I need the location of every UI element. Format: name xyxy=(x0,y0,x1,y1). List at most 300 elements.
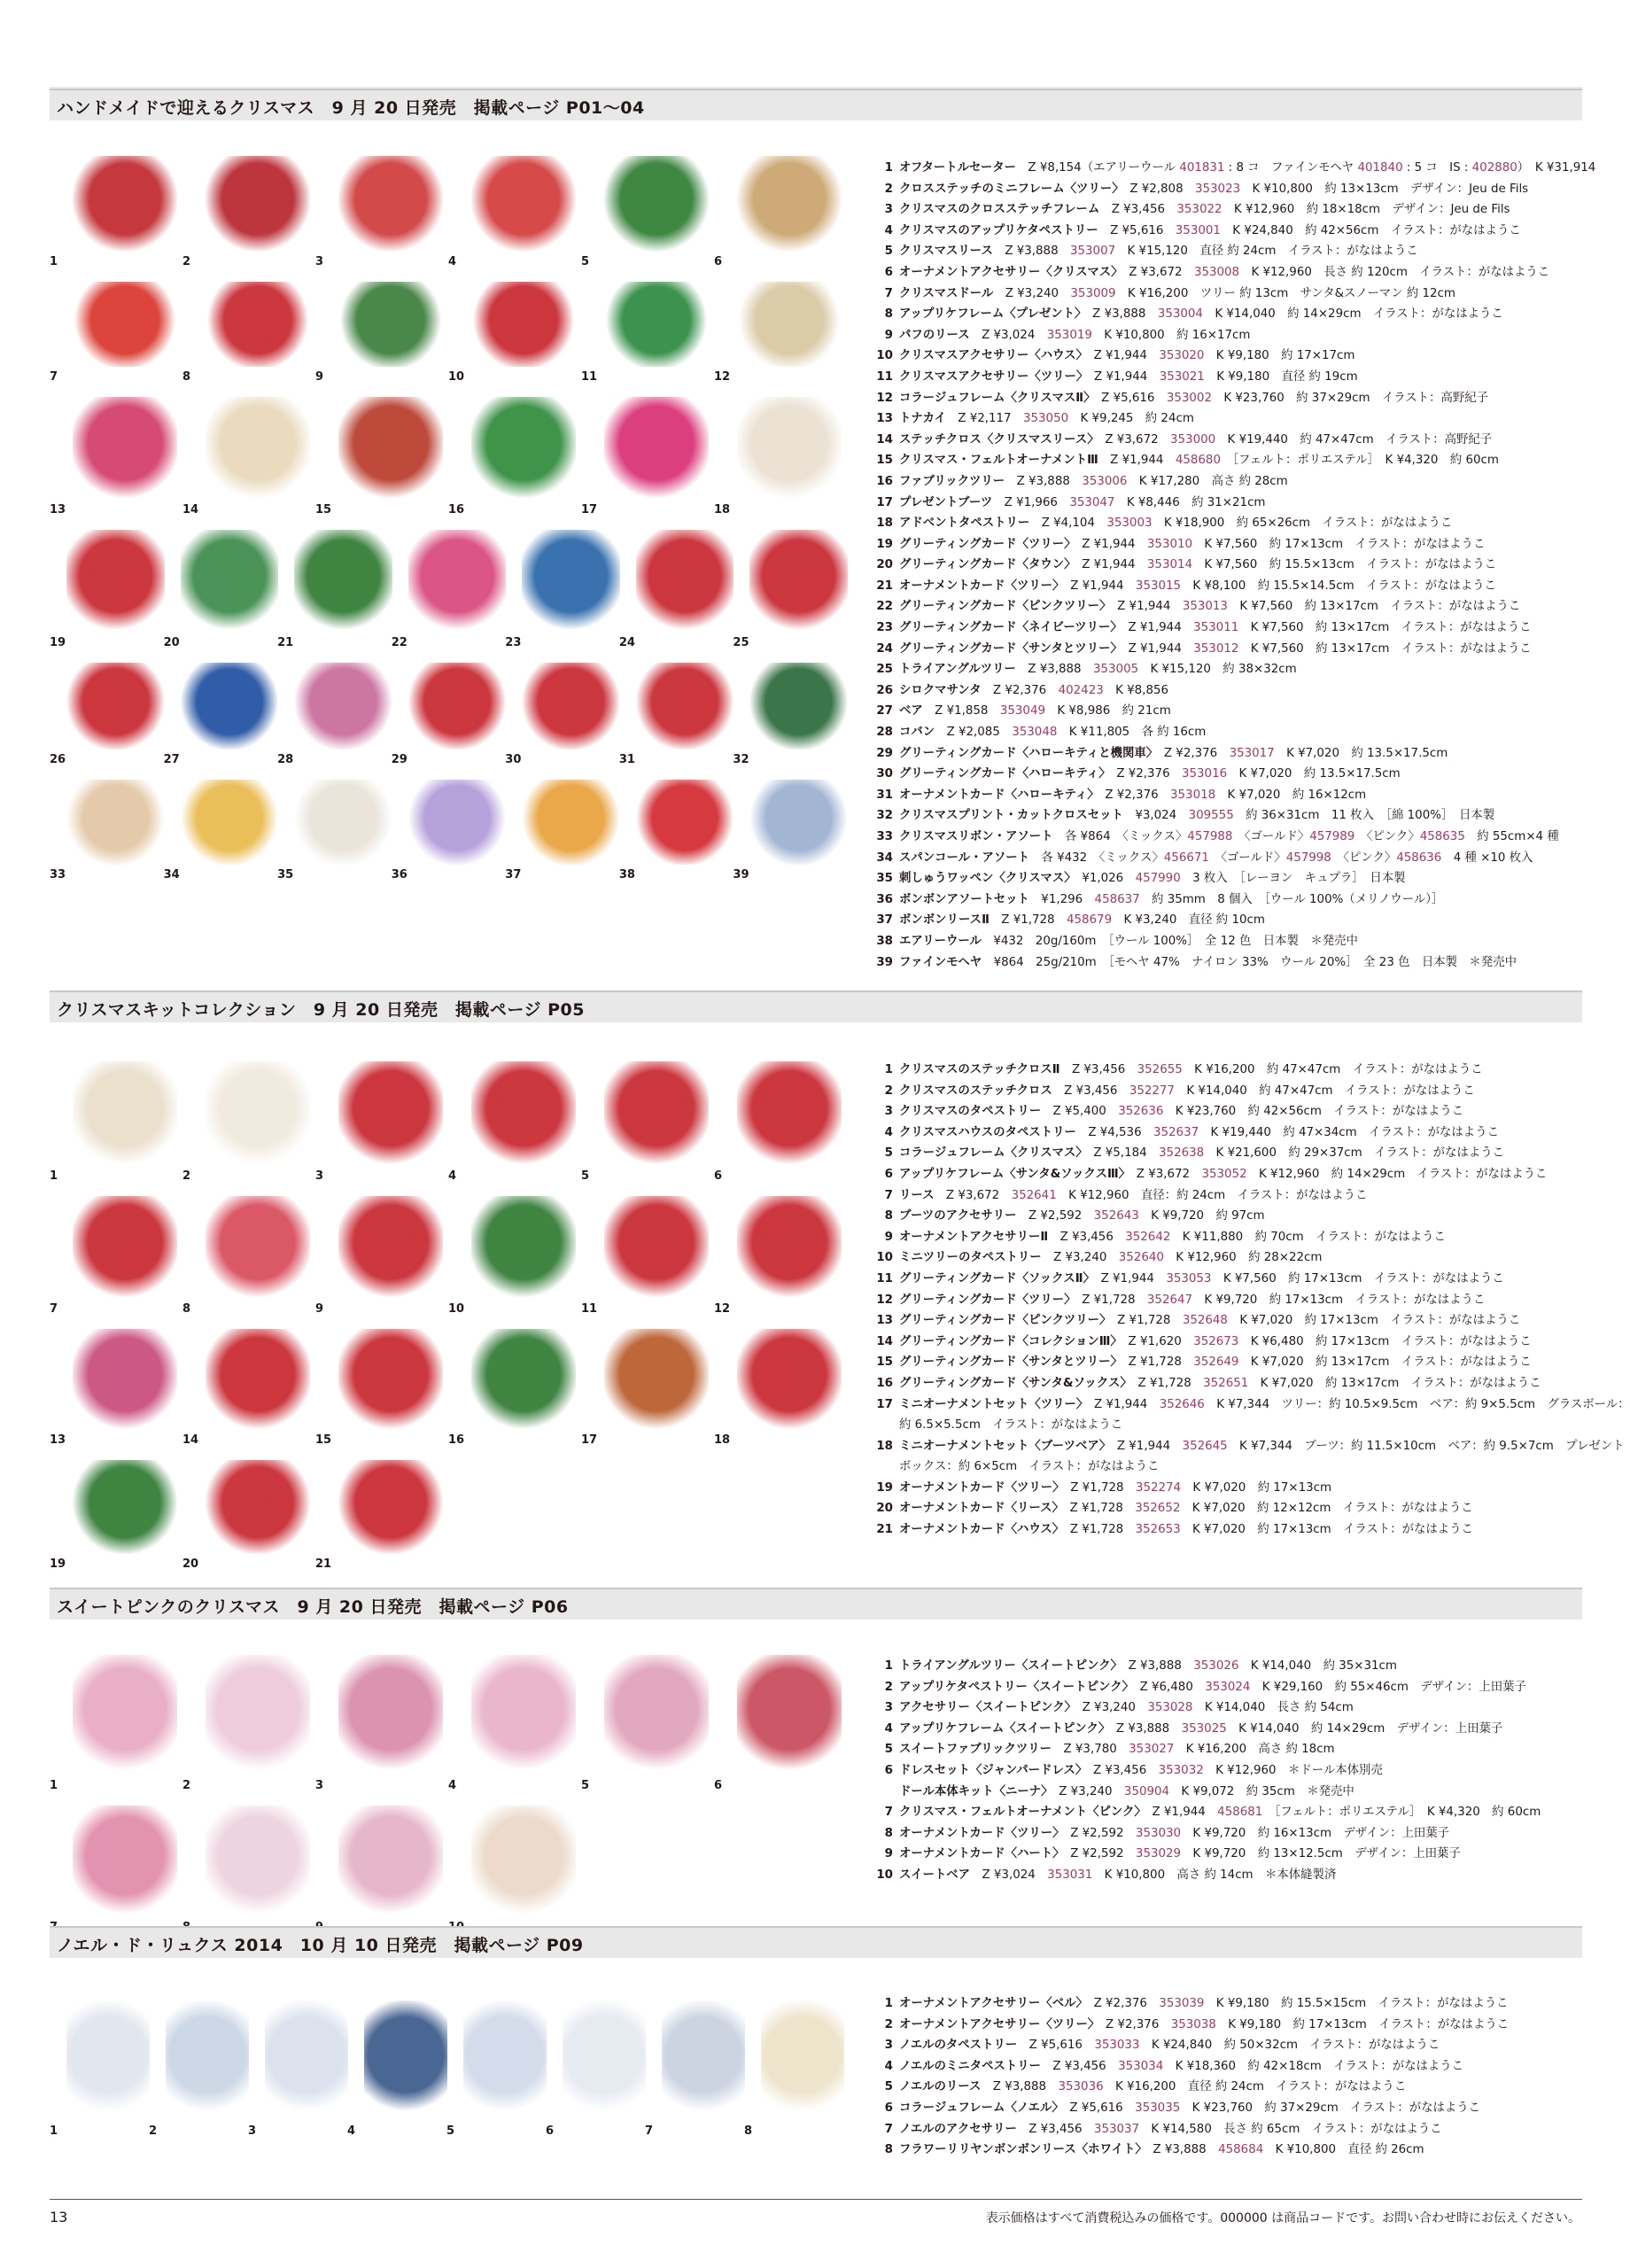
item-details: Z ¥4,104 353003 K ¥18,900 約 65×26cm イラスト：がなはようこ xyxy=(1041,517,1453,531)
product-image xyxy=(737,397,842,500)
item-number: 17 xyxy=(876,1397,893,1411)
list-item xyxy=(873,1227,1582,1248)
item-details: Z ¥1,620 352673 K ¥6,480 約 17×13cm イラスト：がなはようこ xyxy=(1128,1334,1532,1348)
product-photo xyxy=(164,774,278,889)
photo-number: 13 xyxy=(50,1433,66,1447)
list-item xyxy=(873,931,1582,952)
item-name: クロスステッチのミニフレーム〈ツリー〉 xyxy=(899,182,1118,196)
item-name: ステッチクロス〈クリスマスリース〉 xyxy=(899,432,1093,447)
product-code: 353029 xyxy=(1135,1847,1182,1861)
product-image xyxy=(471,1655,576,1775)
item-details: Z ¥3,672 352641 K ¥12,960 直径：約 24cm イラスト：がなはようこ xyxy=(945,1188,1368,1202)
item-name: ドレスセット〈ジャンパードレス〉 xyxy=(899,1763,1082,1777)
item-details: Z ¥3,456 352655 K ¥16,200 約 47×47cm イラスト：がなはようこ xyxy=(1071,1063,1483,1076)
product-image xyxy=(206,1460,310,1554)
product-code: 353049 xyxy=(999,704,1045,718)
product-code: 353028 xyxy=(1147,1701,1193,1715)
photo-number: 30 xyxy=(505,753,522,766)
product-code: 353053 xyxy=(1166,1271,1212,1285)
list-item xyxy=(873,1060,1582,1081)
item-number: 12 xyxy=(876,391,893,405)
product-image xyxy=(338,1806,443,1917)
section-title: ハンドメイドで迎えるクリスマス 9 月 20 日発売 掲載ページ P01〜04 xyxy=(57,98,645,118)
item-name: アップリケフレーム〈スイートピンク〉 xyxy=(899,1721,1105,1736)
product-code: 353047 xyxy=(1069,495,1115,509)
item-number: 15 xyxy=(876,454,893,468)
section-title: ノエル・ド・リュクス 2014 10 月 10 日発売 掲載ページ P09 xyxy=(57,1936,584,1955)
item-number: 5 xyxy=(884,245,893,259)
list-item xyxy=(873,471,1582,493)
product-list xyxy=(873,158,1596,973)
product-photo xyxy=(277,657,392,774)
product-photo xyxy=(182,1455,315,1579)
product-code: 352642 xyxy=(1125,1230,1171,1244)
item-number: 7 xyxy=(884,1188,893,1202)
product-image xyxy=(206,1196,310,1299)
photo-number: 24 xyxy=(618,636,635,649)
product-image xyxy=(463,2000,547,2121)
item-details: Z ¥1,944 458681 ［フェルト：ポリエステル］ K ¥4,320 約 60cm xyxy=(1152,1806,1541,1820)
photo-number: 1 xyxy=(50,2124,58,2138)
product-code: 353022 xyxy=(1176,203,1222,217)
item-name: ノエルのタペストリー xyxy=(899,2039,1018,2053)
product-photo xyxy=(50,774,164,889)
item-number: 15 xyxy=(876,1355,893,1370)
product-code: 353021 xyxy=(1159,369,1205,384)
photo-number: 4 xyxy=(448,1169,457,1183)
product-code: 353010 xyxy=(1146,537,1193,551)
item-number: 2 xyxy=(884,1680,893,1694)
item-details: 約 6.5×5.5cm イラスト：がなはようこ xyxy=(899,1418,1123,1433)
list-item xyxy=(873,450,1582,471)
item-number: 36 xyxy=(876,892,893,906)
product-photo xyxy=(347,1995,446,2146)
item-details: Z ¥2,376 402423 K ¥8,856 xyxy=(992,683,1169,697)
item-details: Z ¥1,944 352645 K ¥7,344 ブーツ：約 11.5×10cm ベア：約 9.5×7cm プレゼント xyxy=(1116,1439,1625,1453)
item-details: Z ¥1,728 352653 K ¥7,020 約 17×13cm イラスト：がなはようこ xyxy=(1069,1523,1473,1537)
list-item xyxy=(873,1719,1582,1740)
product-image xyxy=(364,2000,447,2121)
product-image xyxy=(749,780,848,865)
item-name: クリスマス・フェルトオーナメントⅢ xyxy=(899,454,1098,468)
product-image xyxy=(471,1061,576,1166)
product-photo xyxy=(182,1650,315,1800)
product-image xyxy=(604,1061,709,1166)
photo-number: 34 xyxy=(163,868,180,882)
item-number: 2 xyxy=(884,2017,893,2031)
product-image xyxy=(73,397,177,500)
item-details: Z ¥3,888 353036 K ¥16,200 直径 約 24cm イラスト：がなはようこ xyxy=(992,2080,1407,2094)
photo-number: 11 xyxy=(581,370,598,384)
product-code: 352646 xyxy=(1159,1397,1205,1411)
product-photo xyxy=(448,1056,581,1191)
item-number: 28 xyxy=(876,726,893,740)
photo-number: 29 xyxy=(391,753,408,766)
item-number: 3 xyxy=(884,1701,893,1715)
list-item xyxy=(873,1802,1582,1823)
photo-number: 38 xyxy=(618,868,635,882)
photo-number: 7 xyxy=(645,2124,654,2138)
list-item xyxy=(873,1415,1582,1436)
item-name: オーナメントカード〈ハート〉 xyxy=(899,1847,1059,1861)
item-details: Z ¥2,376 353038 K ¥9,180 約 17×13cm イラスト：がなはようこ xyxy=(1106,2017,1510,2031)
product-photo xyxy=(315,1191,448,1324)
item-number: 2 xyxy=(884,182,893,196)
item-details: Z ¥6,480 353024 K ¥29,160 約 55×46cm デザイン：上田葉子 xyxy=(1139,1680,1526,1694)
item-number: 33 xyxy=(876,830,893,843)
item-number: 14 xyxy=(876,432,893,447)
product-image xyxy=(294,663,392,750)
product-code: 353014 xyxy=(1146,558,1193,572)
product-image xyxy=(166,2000,249,2121)
list-item xyxy=(873,1310,1582,1332)
product-photo xyxy=(50,1056,182,1191)
item-name: ボンボンアソートセット xyxy=(899,892,1029,906)
product-image xyxy=(66,780,165,865)
item-details: Z ¥3,888 353006 K ¥17,280 高さ 約 28cm xyxy=(1016,474,1288,488)
product-image xyxy=(206,397,310,500)
item-name: オーナメントアクセサリー〈ツリー〉 xyxy=(899,2017,1094,2031)
item-details: Z ¥5,616 353001 K ¥24,840 約 42×56cm イラスト：がなはようこ xyxy=(1110,223,1521,237)
photo-number: 19 xyxy=(50,636,66,649)
item-number: 20 xyxy=(876,558,893,572)
product-image xyxy=(206,282,310,367)
product-code: 353037 xyxy=(1093,2122,1140,2136)
product-code: 309555 xyxy=(1188,809,1234,823)
product-code: 353038 xyxy=(1170,2017,1216,2031)
photo-number: 25 xyxy=(733,636,749,649)
product-photo xyxy=(182,1191,315,1324)
product-image xyxy=(338,156,443,252)
product-image xyxy=(471,1196,576,1299)
item-number: 7 xyxy=(884,2122,893,2136)
item-details: Z ¥3,672 353000 K ¥19,440 約 47×47cm イラスト：高野紀子 xyxy=(1105,432,1493,447)
product-image xyxy=(737,156,842,252)
item-name: グリーティングカード〈ツリー〉 xyxy=(899,1293,1070,1307)
product-image xyxy=(636,530,734,633)
item-number: 9 xyxy=(884,328,893,342)
product-photo xyxy=(277,524,392,657)
product-photo xyxy=(182,151,315,276)
list-item xyxy=(873,722,1582,743)
list-item xyxy=(873,1760,1582,1782)
item-number: 13 xyxy=(876,412,893,426)
photo-number: 13 xyxy=(50,503,66,517)
product-image xyxy=(604,397,709,500)
item-name: ファブリックツリー xyxy=(899,474,1005,488)
product-photo xyxy=(182,1056,315,1191)
product-photo xyxy=(733,524,847,657)
product-photo xyxy=(248,1995,347,2146)
item-name: クリスマスリース xyxy=(899,245,993,259)
list-item xyxy=(873,2015,1582,2036)
item-number: 12 xyxy=(876,1293,893,1307)
item-details: Z ¥1,728 458679 K ¥3,240 直径 約 10cm xyxy=(1001,913,1265,928)
product-image xyxy=(471,1806,576,1917)
product-photo xyxy=(182,276,315,392)
list-item xyxy=(873,1823,1582,1845)
section-title: スイートピンクのクリスマス 9 月 20 日発売 掲載ページ P06 xyxy=(57,1597,569,1617)
list-item xyxy=(873,513,1582,534)
photo-number: 35 xyxy=(277,868,294,882)
item-number: 3 xyxy=(884,1105,893,1119)
item-number: 21 xyxy=(876,1523,893,1537)
list-item xyxy=(873,346,1582,367)
item-details: Z ¥8,154（エアリーウール 401831 : 8 コ ファインモヘヤ 401840 : 5 コ IS : 402880） K ¥31,914 xyxy=(1028,161,1596,175)
item-name: トライアングルツリー xyxy=(899,663,1016,677)
item-details: Z ¥3,456 353032 K ¥12,960 ＊ドール本体別売 xyxy=(1092,1763,1383,1777)
photo-number: 3 xyxy=(315,255,324,268)
item-number: 38 xyxy=(876,934,893,948)
product-code: 352653 xyxy=(1135,1523,1181,1537)
photo-number: 7 xyxy=(50,1302,58,1316)
product-image xyxy=(206,1061,310,1166)
item-name: グリーティングカード〈ハローキティ〉 xyxy=(899,767,1105,781)
item-name: シロクマサンタ xyxy=(899,683,982,697)
product-code: 353012 xyxy=(1193,641,1239,656)
product-image xyxy=(522,663,620,750)
item-number: 5 xyxy=(884,1146,893,1161)
item-details: Z ¥2,808 353023 K ¥10,800 約 13×13cm デザイン：Jeu de Fils xyxy=(1129,182,1529,196)
item-name: プレゼントブーツ xyxy=(899,495,993,509)
item-name: スイートベア xyxy=(899,1868,971,1882)
product-code: 457989 xyxy=(1309,830,1355,843)
photo-number: 2 xyxy=(149,2124,158,2138)
photo-number: 6 xyxy=(714,255,723,268)
list-item xyxy=(873,1739,1582,1760)
product-photo xyxy=(315,392,448,524)
section-header xyxy=(50,1588,1582,1619)
item-details: Z ¥5,616 353002 K ¥23,760 約 37×29cm イラスト：高野紀子 xyxy=(1101,391,1489,405)
product-code: 353018 xyxy=(1170,788,1216,802)
product-image xyxy=(66,663,165,750)
product-code: 353013 xyxy=(1182,600,1228,614)
product-image xyxy=(761,2000,844,2121)
item-number: 22 xyxy=(876,600,893,614)
photo-number: 10 xyxy=(448,1302,465,1316)
item-name: コラージュフレーム〈クリスマスⅡ〉 xyxy=(899,391,1090,405)
item-details: Z ¥1,944 352646 K ¥7,344 ツリー：約 10.5×9.5cm ベア：約 9×5.5cm グラスボール： xyxy=(1094,1397,1630,1411)
product-code: 353032 xyxy=(1158,1763,1204,1777)
product-photo xyxy=(581,151,714,276)
product-photo xyxy=(50,657,164,774)
product-photo xyxy=(714,1324,847,1455)
product-image xyxy=(206,1329,310,1430)
list-item xyxy=(873,221,1582,242)
item-details: Z ¥2,592 353029 K ¥9,720 約 13×12.5cm デザイン：上田葉子 xyxy=(1070,1847,1461,1861)
item-name: アクセサリー〈スイートピンク〉 xyxy=(899,1701,1071,1715)
item-name: クリスマスドール xyxy=(899,286,994,300)
photo-number: 8 xyxy=(182,1302,191,1316)
product-image xyxy=(737,1329,842,1430)
photo-number: 3 xyxy=(248,2124,257,2138)
list-item xyxy=(873,199,1582,221)
product-photo xyxy=(448,1191,581,1324)
product-list xyxy=(873,1656,1582,1886)
photo-number: 23 xyxy=(505,636,522,649)
photo-number: 16 xyxy=(448,503,465,517)
photo-number: 14 xyxy=(182,503,199,517)
item-name: クリスマスのステッチクロス xyxy=(899,1084,1052,1098)
item-number: 32 xyxy=(876,809,893,823)
product-code: 402880 xyxy=(1471,161,1517,175)
item-number: 10 xyxy=(876,1868,893,1882)
photo-number: 16 xyxy=(448,1433,465,1447)
photo-number: 15 xyxy=(315,1433,332,1447)
list-item xyxy=(873,408,1582,430)
list-item xyxy=(873,659,1582,680)
item-details: Z ¥1,728 352651 K ¥7,020 約 13×17cm イラスト：がなはようこ xyxy=(1137,1376,1541,1390)
product-list xyxy=(873,1993,1582,2161)
item-details: Z ¥1,728 352649 K ¥7,020 約 13×17cm イラスト：がなはようこ xyxy=(1128,1355,1532,1370)
list-item xyxy=(873,868,1582,889)
list-item xyxy=(873,1352,1582,1373)
item-number: 8 xyxy=(884,307,893,322)
item-details: Z ¥2,592 353030 K ¥9,720 約 16×13cm デザイン：上田葉子 xyxy=(1070,1826,1450,1840)
item-details: ¥1,296 458637 約 35mm 8 個入 ［ウール 100%（メリノウール）］ xyxy=(1041,892,1444,906)
item-details: ¥3,024 309555 約 36×31cm 11 枚入 ［綿 100%］ 日本製 xyxy=(1135,809,1495,823)
list-item xyxy=(873,596,1582,617)
product-photo xyxy=(581,276,714,392)
product-photo xyxy=(50,276,182,392)
product-code: 458635 xyxy=(1419,830,1465,843)
list-item xyxy=(873,889,1582,911)
list-item xyxy=(873,952,1582,974)
product-image xyxy=(294,780,392,865)
product-photo xyxy=(619,657,734,774)
product-image xyxy=(604,1655,709,1775)
item-name: クリスマスリボン・アソート xyxy=(899,830,1053,843)
item-number: 1 xyxy=(884,1063,893,1076)
product-code: 353036 xyxy=(1058,2080,1104,2094)
item-name: オーナメントカード〈ハローキティ〉 xyxy=(899,788,1093,802)
product-image xyxy=(181,780,279,865)
item-name: スイートファブリックツリー xyxy=(899,1743,1052,1757)
photo-number: 18 xyxy=(714,1433,731,1447)
item-name: ベア xyxy=(899,704,923,718)
item-name: エアリーウール xyxy=(899,934,982,948)
product-photo xyxy=(315,1800,448,1942)
product-code: 350904 xyxy=(1123,1784,1170,1798)
item-details: Z ¥3,240 352640 K ¥12,960 約 28×22cm xyxy=(1053,1251,1323,1265)
item-details: Z ¥5,616 353035 K ¥23,760 約 37×29cm イラスト：がなはようこ xyxy=(1069,2101,1481,2115)
product-photo xyxy=(392,774,506,889)
list-item xyxy=(873,1122,1582,1144)
photo-number: 8 xyxy=(744,2124,753,2138)
product-code: 352651 xyxy=(1203,1376,1249,1390)
product-code: 352277 xyxy=(1129,1084,1175,1098)
list-item xyxy=(873,1143,1582,1164)
product-photo xyxy=(619,524,734,657)
product-code: 352645 xyxy=(1182,1439,1228,1453)
product-code: 458684 xyxy=(1218,2143,1264,2157)
item-name: ドール本体キット〈ニーナ〉 xyxy=(899,1784,1047,1798)
product-photo xyxy=(714,392,847,524)
product-image xyxy=(338,1061,443,1166)
footer-divider xyxy=(50,2199,1582,2200)
item-name: コバン xyxy=(899,726,935,740)
product-image xyxy=(73,1196,177,1299)
product-code: 353020 xyxy=(1159,349,1205,363)
product-image xyxy=(66,530,165,633)
product-code: 353009 xyxy=(1070,286,1116,300)
item-name: オーナメントカード〈ツリー〉 xyxy=(899,1826,1059,1840)
product-code: 402423 xyxy=(1058,683,1104,697)
item-name: グリーティングカード〈ハローキティと機関車〉 xyxy=(899,746,1153,760)
product-image xyxy=(471,1329,576,1430)
photo-number: 20 xyxy=(163,636,180,649)
list-item xyxy=(873,388,1582,409)
item-number: 1 xyxy=(884,1659,893,1673)
photo-number: 4 xyxy=(448,1779,457,1792)
product-image xyxy=(662,2000,745,2121)
product-photo xyxy=(581,392,714,524)
item-number: 11 xyxy=(876,1271,893,1285)
photo-number: 21 xyxy=(277,636,294,649)
product-code: 352643 xyxy=(1093,1209,1139,1223)
product-code: 353023 xyxy=(1195,182,1241,196)
item-name: グリーティングカード〈タウン〉 xyxy=(899,558,1070,572)
item-name: グリーティングカード〈ピンクツリー〉 xyxy=(899,600,1106,614)
item-details: Z ¥5,400 352636 K ¥23,760 約 42×56cm イラスト：がなはようこ xyxy=(1052,1105,1464,1119)
item-name: フラワーリリヤンボンボンリース〈ホワイト〉 xyxy=(899,2143,1142,2157)
list-item xyxy=(873,2140,1582,2161)
item-name: グリーティングカード〈サンタとツリー〉 xyxy=(899,641,1117,656)
item-name: グリーティングカード〈サンタとツリー〉 xyxy=(899,1355,1117,1370)
item-number: 6 xyxy=(884,2101,893,2115)
photo-number: 32 xyxy=(733,753,749,766)
product-code: 352649 xyxy=(1193,1355,1239,1370)
photo-number: 39 xyxy=(733,868,749,882)
item-number: 6 xyxy=(884,1763,893,1777)
product-code: 352652 xyxy=(1135,1502,1181,1516)
item-number: 26 xyxy=(876,683,893,697)
product-image xyxy=(737,1061,842,1166)
photo-number: 21 xyxy=(315,1557,332,1571)
item-details: Z ¥3,240 350904 K ¥9,072 約 35cm ＊発売中 xyxy=(1059,1784,1354,1798)
item-details: Z ¥3,456 352277 K ¥14,040 約 47×47cm イラスト：がなはようこ xyxy=(1064,1084,1475,1098)
item-name: オーナメントカード〈ツリー〉 xyxy=(899,1480,1059,1495)
item-number: 3 xyxy=(884,2039,893,2053)
photo-number: 2 xyxy=(182,255,191,268)
product-code: 353030 xyxy=(1135,1826,1182,1840)
photo-number: 22 xyxy=(391,636,408,649)
item-number: 30 xyxy=(876,767,893,781)
item-name: クリスマスアクセサリー〈ハウス〉 xyxy=(899,349,1083,363)
item-name: ボンボンリースⅡ xyxy=(899,913,990,928)
product-image xyxy=(471,156,576,252)
product-image xyxy=(604,1196,709,1299)
product-image xyxy=(471,282,576,367)
product-photo xyxy=(315,151,448,276)
item-name: クリスマス・フェルトオーナメント〈ピンク〉 xyxy=(899,1806,1141,1820)
list-item xyxy=(873,1164,1582,1185)
product-photo xyxy=(50,1995,149,2146)
product-photo xyxy=(315,1324,448,1455)
product-image xyxy=(73,1329,177,1430)
photo-number: 28 xyxy=(277,753,294,766)
item-name: ノエルのリース xyxy=(899,2080,982,2094)
section-header xyxy=(50,89,1582,120)
list-item xyxy=(873,1697,1582,1719)
item-name: ノエルのミニタペストリー xyxy=(899,2059,1042,2073)
item-number: 37 xyxy=(876,913,893,928)
product-image xyxy=(563,2000,646,2121)
list-item xyxy=(873,284,1582,305)
item-number: 1 xyxy=(884,1997,893,2010)
item-details: Z ¥3,024 353031 K ¥10,800 高さ 約 14cm ＊本体縫製済 xyxy=(982,1868,1337,1882)
product-photo xyxy=(505,774,619,889)
